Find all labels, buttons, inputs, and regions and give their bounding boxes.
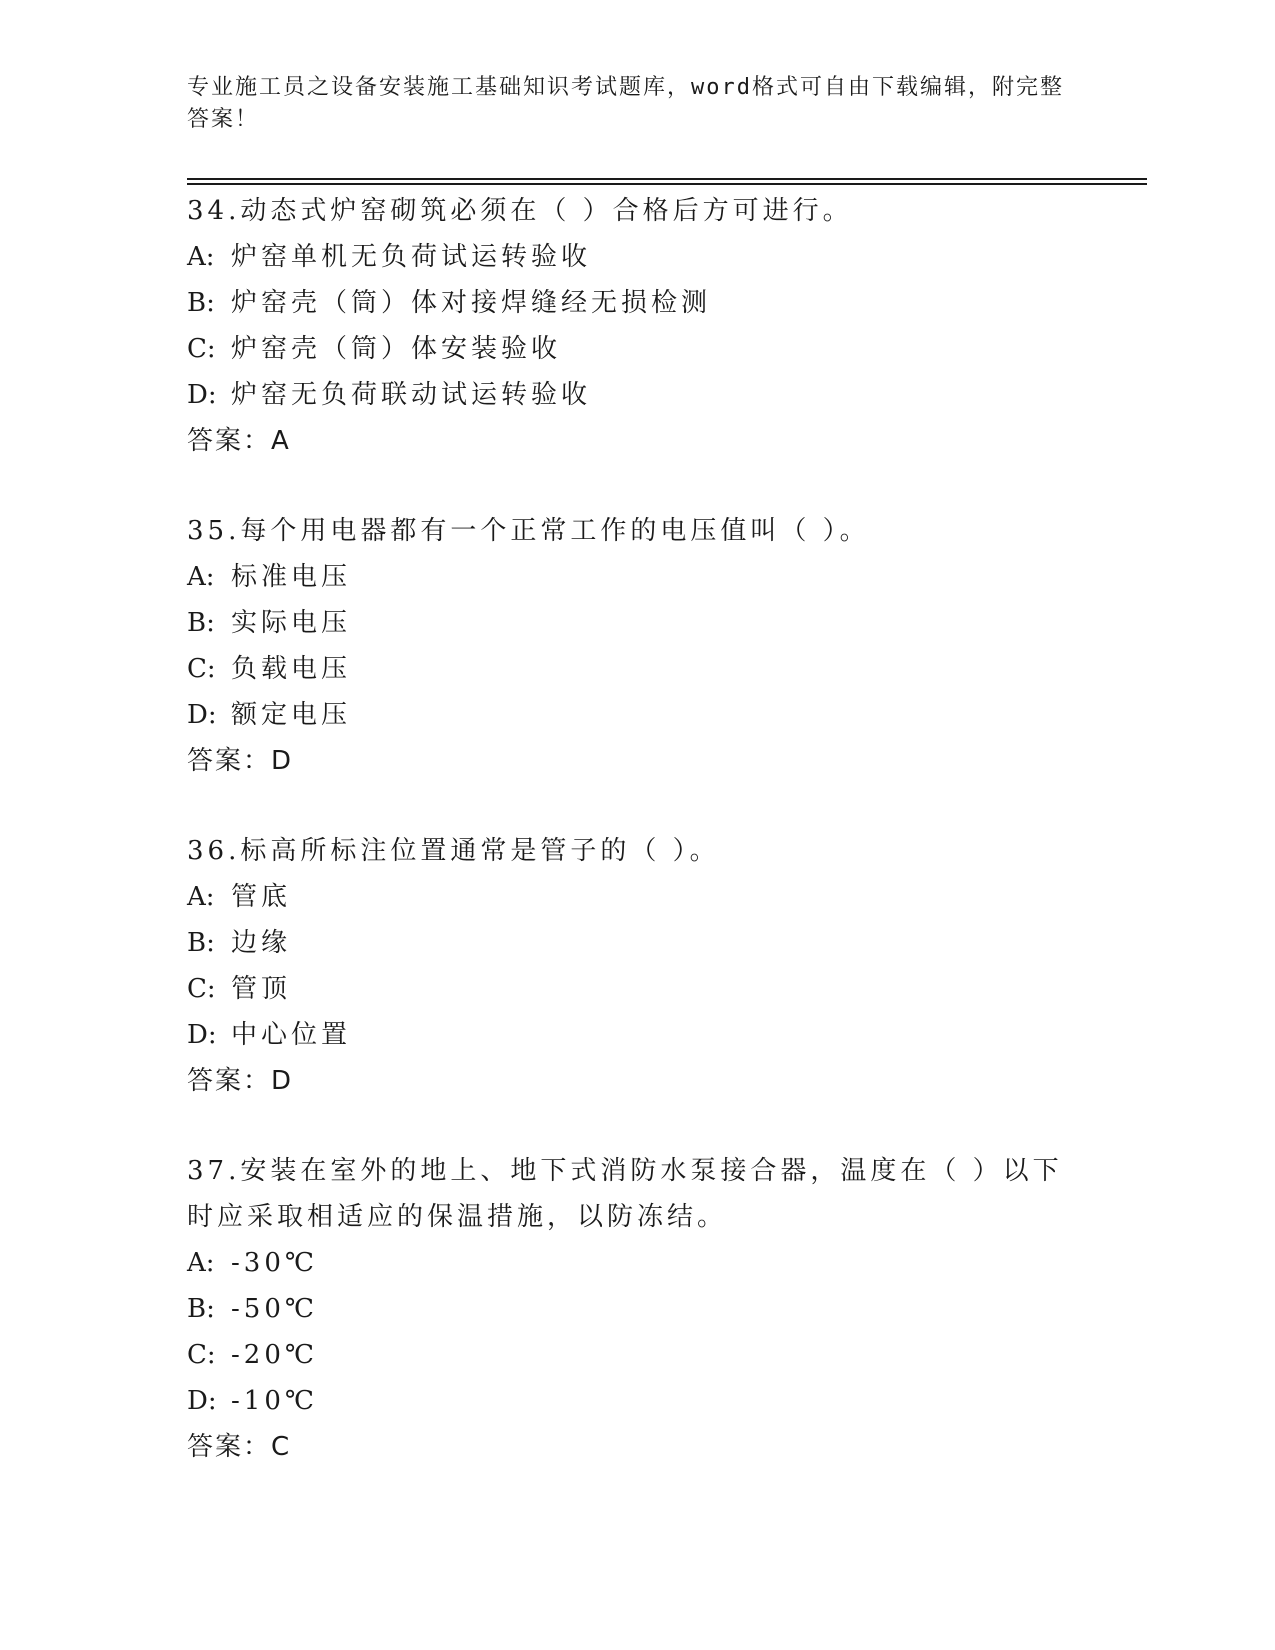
option-text: 炉窑无负荷联动试运转验收: [231, 380, 592, 410]
option-d: [187, 1378, 1067, 1424]
answer: 答案：C: [187, 1432, 292, 1462]
option-text: -20℃: [231, 1340, 318, 1370]
option-text: 边缘: [231, 928, 292, 958]
option-text: 炉窑单机无负荷试运转验收: [231, 242, 592, 272]
option-letter: A:: [187, 562, 215, 592]
question-stem: 36.标高所标注位置通常是管子的（ ）。: [187, 836, 720, 866]
question-34: [187, 188, 1067, 464]
option-text: -30℃: [231, 1248, 318, 1278]
option-text: 负载电压: [231, 654, 352, 684]
option-b: [187, 920, 1067, 966]
option-a: [187, 554, 1067, 600]
option-d: [187, 692, 1067, 738]
option-letter: A:: [187, 882, 215, 912]
question-35: [187, 508, 1067, 784]
answer: 答案：D: [187, 746, 294, 776]
option-b: [187, 600, 1067, 646]
question-37: [187, 1148, 1067, 1470]
option-d: [187, 1012, 1067, 1058]
question-stem: 35.每个用电器都有一个正常工作的电压值叫（ ）。: [187, 516, 870, 546]
option-text: -10℃: [231, 1386, 318, 1416]
header-divider-top: [187, 178, 1147, 180]
option-c: [187, 1332, 1067, 1378]
option-letter: D:: [187, 1020, 217, 1050]
document-header: 专业施工员之设备安装施工基础知识考试题库，word格式可自由下载编辑，附完整答案！: [187, 75, 1064, 132]
option-d: [187, 372, 1067, 418]
option-letter: C:: [187, 334, 216, 364]
option-a: [187, 234, 1067, 280]
option-letter: D:: [187, 1386, 217, 1416]
option-letter: A:: [187, 1248, 215, 1278]
option-text: 实际电压: [231, 608, 352, 638]
question-36: [187, 828, 1067, 1104]
option-text: 额定电压: [231, 700, 352, 730]
option-letter: D:: [187, 380, 217, 410]
option-c: [187, 966, 1067, 1012]
option-letter: A:: [187, 242, 215, 272]
option-letter: B:: [187, 1294, 215, 1324]
header-divider-bottom: [187, 183, 1147, 185]
question-stem: 37.安装在室外的地上、地下式消防水泵接合器，温度在（ ）以下时应采取相适应的保温措施，以防冻结。: [187, 1156, 1063, 1232]
option-text: 中心位置: [231, 1020, 352, 1050]
option-b: [187, 1286, 1067, 1332]
option-letter: C:: [187, 974, 216, 1004]
question-stem: 34.动态式炉窑砌筑必须在（ ）合格后方可进行。: [187, 196, 853, 226]
option-c: [187, 326, 1067, 372]
option-a: [187, 1240, 1067, 1286]
option-letter: D:: [187, 700, 217, 730]
option-text: 标准电压: [231, 562, 352, 592]
option-c: [187, 646, 1067, 692]
option-text: -50℃: [231, 1294, 318, 1324]
option-text: 炉窑壳（筒）体安装验收: [231, 334, 562, 364]
option-text: 炉窑壳（筒）体对接焊缝经无损检测: [231, 288, 712, 318]
option-text: 管顶: [231, 974, 292, 1004]
answer: 答案：A: [187, 426, 291, 456]
option-b: [187, 280, 1067, 326]
option-a: [187, 874, 1067, 920]
option-text: 管底: [231, 882, 292, 912]
option-letter: C:: [187, 1340, 216, 1370]
option-letter: C:: [187, 654, 216, 684]
option-letter: B:: [187, 288, 215, 318]
option-letter: B:: [187, 928, 215, 958]
answer: 答案：D: [187, 1066, 294, 1096]
option-letter: B:: [187, 608, 215, 638]
